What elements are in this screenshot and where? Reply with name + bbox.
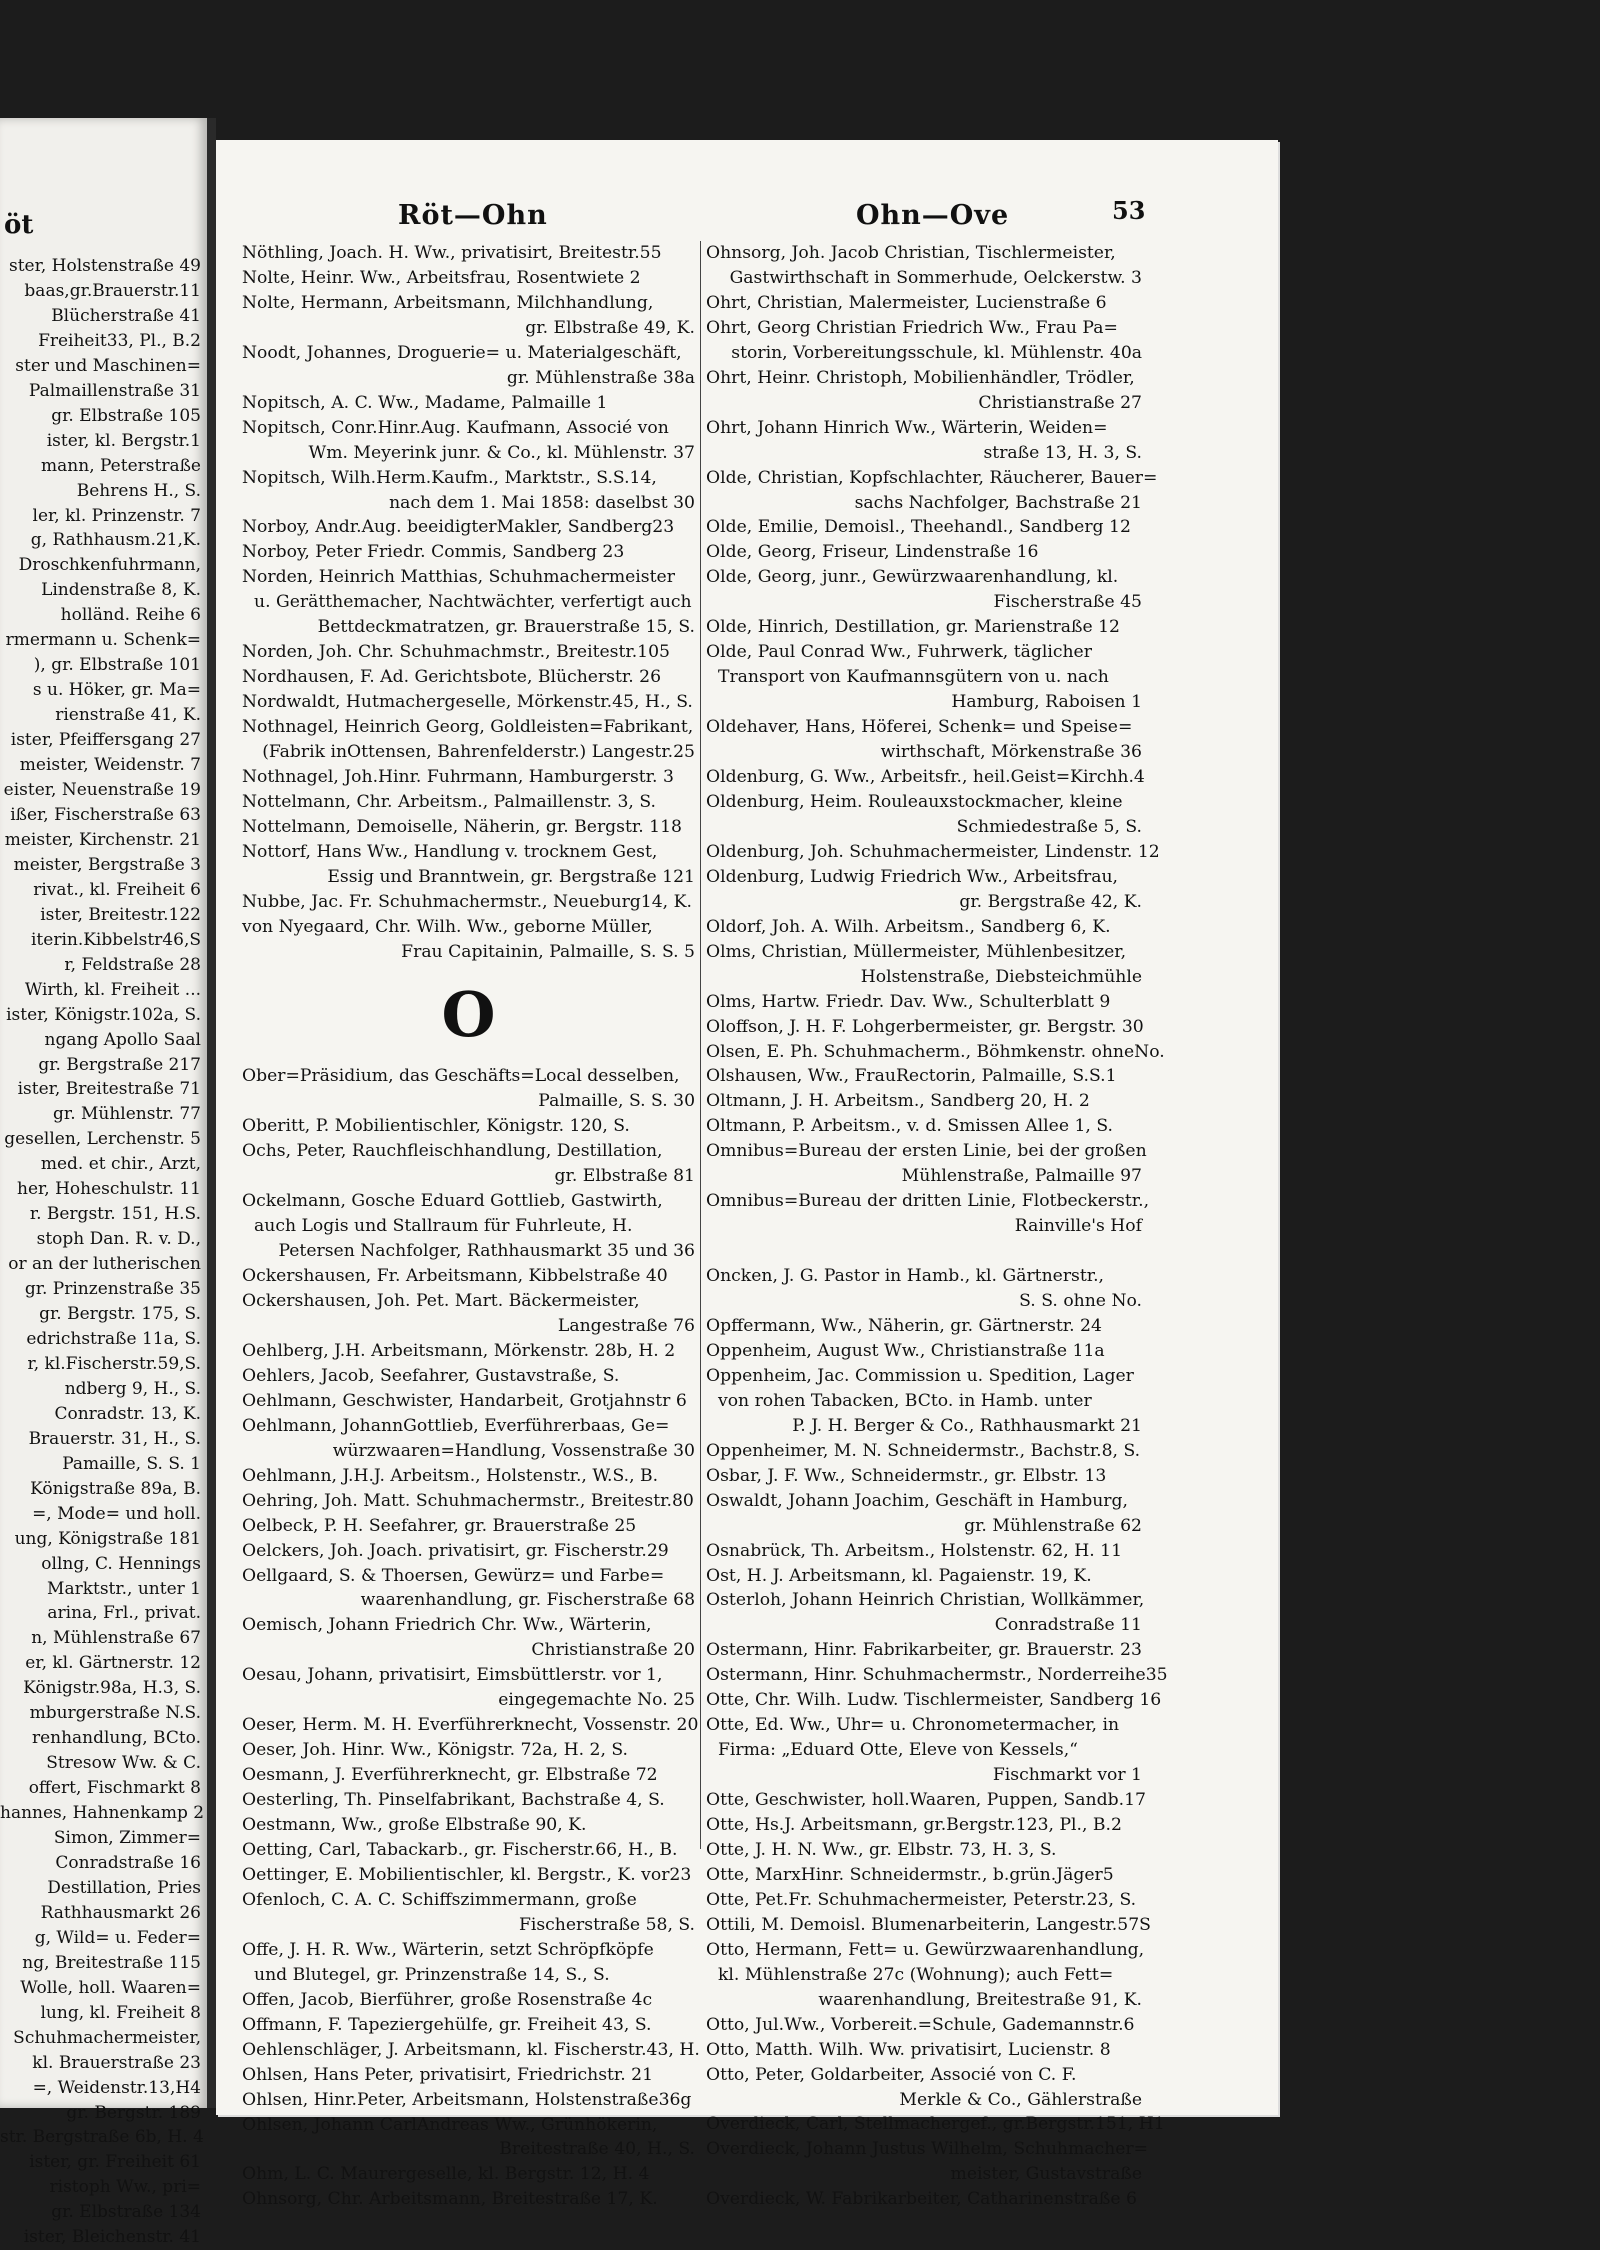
- directory-entry-line: gr. Elbstraße 49, K.: [525, 317, 695, 338]
- directory-entry-line: Nöthling, Joach. H. Ww., privatisirt, Breitestr.55: [242, 243, 662, 263]
- directory-entry-line: Oppenheimer, M. N. Schneidermstr., Bachstr.8, S.: [706, 1440, 1141, 1461]
- previous-page-line: rivat., kl. Freiheit 6: [33, 879, 201, 900]
- directory-entry-line: Offen, Jacob, Bierführer, große Rosenstraße 4c: [242, 1989, 653, 2010]
- previous-page-line: Wolle, holl. Waaren=: [20, 1977, 201, 1998]
- directory-entry-line: Otte, Chr. Wilh. Ludw. Tischlermeister, Sandberg 16: [706, 1690, 1162, 1711]
- directory-entry-line: Olms, Christian, Müllermeister, Mühlenbesitzer,: [706, 941, 1127, 962]
- directory-entry-line: Bettdeckmatratzen, gr. Brauerstraße 15, S.: [317, 617, 695, 638]
- directory-entry-line: Fischerstraße 58, S.: [518, 1914, 695, 1935]
- directory-entry-line: u. Gerätthemacher, Nachtwächter, verfertigt auch: [254, 592, 692, 613]
- directory-entry-line: Olsen, E. Ph. Schuhmacherm., Böhmkenstr. ohneNo.: [706, 1041, 1165, 1062]
- directory-entry-line: Oncken, J. G. Pastor in Hamb., kl. Gärtnerstr.,: [706, 1266, 1105, 1287]
- directory-entry-line: P. J. H. Berger & Co., Rathhausmarkt 21: [792, 1415, 1142, 1436]
- previous-page-heading: öt: [4, 210, 34, 240]
- directory-entry-line: Ostermann, Hinr. Schuhmachermstr., Norderreihe35: [706, 1665, 1168, 1686]
- directory-entry-line: Oehlmann, J.H.J. Arbeitsm., Holstenstr., W.S., B.: [242, 1465, 659, 1486]
- previous-page-line: gr. Elbstraße 105: [51, 405, 201, 426]
- directory-entry-line: Nothnagel, Heinrich Georg, Goldleisten=Fabrikant,: [242, 717, 694, 738]
- directory-entry-line: Langestraße 76: [557, 1316, 695, 1336]
- directory-entry-line: Nolte, Hermann, Arbeitsmann, Milchhandlung,: [242, 292, 654, 313]
- previous-page-line: Pamaille, S. S. 1: [62, 1453, 201, 1474]
- directory-entry-line: waarenhandlung, Breitestraße 91, K.: [818, 1989, 1142, 2010]
- directory-entry-line: Ohnsorg, Joh. Jacob Christian, Tischlermeister,: [706, 243, 1116, 263]
- directory-entry-line: S. S. ohne No.: [1019, 1291, 1142, 1312]
- directory-entry-line: Oldenburg, Ludwig Friedrich Ww., Arbeitsfrau,: [706, 866, 1119, 887]
- directory-entry-line: von Nyegaard, Chr. Wilh. Ww., geborne Müller,: [242, 916, 653, 937]
- directory-entry-line: Ottili, M. Demoisl. Blumenarbeiterin, Langestr.57S: [706, 1914, 1151, 1935]
- previous-page-line: Blücherstraße 41: [51, 305, 201, 326]
- previous-page-line: =, Weidenstr.13,H4: [32, 2077, 201, 2098]
- previous-page-line: offert, Fischmarkt 8: [28, 1778, 201, 1799]
- directory-entry-line: Otto, Matth. Wilh. Ww. privatisirt, Lucienstr. 8: [706, 2039, 1111, 2060]
- left-column-heading: Röt—Ohn: [398, 200, 548, 231]
- directory-entry-line: wirthschaft, Mörkenstraße 36: [880, 742, 1142, 763]
- directory-entry-line: Ohlsen, Hinr.Peter, Arbeitsmann, Holstenstraße36g: [242, 2089, 692, 2110]
- directory-entry-line: gr. Elbstraße 81: [554, 1166, 695, 1187]
- previous-page-line: Brauerstr. 31, H., S.: [28, 1428, 201, 1449]
- previous-page-line: hannes, Hahnenkamp 2: [0, 1803, 205, 1824]
- previous-page-line: mann, Peterstraße: [41, 455, 201, 476]
- previous-page-line: ndberg 9, H., S.: [64, 1378, 201, 1399]
- page-number: 53: [1112, 196, 1146, 225]
- directory-entry-line: Oeser, Herm. M. H. Everführerknecht, Vossenstr. 20: [242, 1715, 699, 1736]
- previous-page-line: ster und Maschinen=: [15, 355, 201, 376]
- directory-entry-line: und Blutegel, gr. Prinzenstraße 14, S., S.: [254, 1964, 610, 1985]
- previous-page-line: str. Bergstraße 6b, H. 4: [0, 2127, 204, 2148]
- previous-page-line: ister, gr. Freiheit 61: [29, 2152, 201, 2173]
- directory-entry-line: meister, Gustavstraße: [950, 2164, 1142, 2185]
- directory-entry-line: Ockelmann, Gosche Eduard Gottlieb, Gastwirth,: [242, 1191, 663, 1212]
- previous-page-line: rienstraße 41, K.: [55, 705, 201, 726]
- previous-page-line: r. Bergstr. 151, H.S.: [29, 1204, 201, 1225]
- previous-page-line: Marktstr., unter 1: [47, 1578, 201, 1599]
- directory-entry-line: Oellgaard, S. & Thoersen, Gewürz= und Farbe=: [242, 1565, 665, 1586]
- directory-entry-line: Oldenburg, G. Ww., Arbeitsfr., heil.Geist=Kirchh.4: [706, 767, 1145, 788]
- directory-entry-line: Otte, Pet.Fr. Schuhmachermeister, Peterstr.23, S.: [706, 1889, 1137, 1910]
- previous-page-line: ), gr. Elbstraße 101: [33, 655, 201, 676]
- directory-entry-line: Oesmann, J. Everführerknecht, gr. Elbstraße 72: [242, 1765, 658, 1786]
- directory-entry-line: Overdieck, Carl, Stellmachergef., gr.Bergstr.151, H1: [706, 2114, 1165, 2135]
- directory-entry-line: storin, Vorbereitungsschule, kl. Mühlenstr. 40a: [731, 342, 1142, 363]
- directory-entry-line: Oldenburg, Heim. Rouleauxstockmacher, kleine: [706, 791, 1123, 812]
- directory-entry-line: Wm. Meyerink junr. & Co., kl. Mühlenstr. 37: [308, 442, 695, 463]
- previous-page-line: ung, Königstraße 181: [14, 1528, 201, 1549]
- previous-page-fragment: [0, 118, 207, 2248]
- previous-page-line: iterin.Kibbelstr46,S: [30, 929, 201, 950]
- previous-page-line: ister, Königstr.102a, S.: [6, 1004, 201, 1025]
- directory-entry-line: Oloffson, J. H. F. Lohgerbermeister, gr. Bergstr. 30: [706, 1016, 1144, 1037]
- directory-entry-line: Ohrt, Georg Christian Friedrich Ww., Frau Pa=: [706, 317, 1118, 338]
- previous-page-line: gr. Bergstr. 189: [66, 2102, 201, 2123]
- previous-page-line: gr. Prinzenstraße 35: [24, 1279, 201, 1300]
- section-letter: O: [441, 978, 496, 1052]
- directory-entry-line: Ober=Präsidium, das Geschäfts=Local desselben,: [242, 1066, 680, 1087]
- directory-entry-line: Frau Capitainin, Palmaille, S. S. 5: [401, 941, 695, 962]
- directory-entry-line: Christianstraße 20: [531, 1640, 695, 1661]
- directory-entry-line: Oeser, Joh. Hinr. Ww., Königstr. 72a, H. 2, S.: [242, 1740, 628, 1761]
- directory-entry-line: Opffermann, Ww., Näherin, gr. Gärtnerstr. 24: [706, 1315, 1102, 1336]
- directory-entry-line: Oldenburg, Joh. Schuhmachermeister, Lindenstr. 12: [706, 841, 1160, 862]
- previous-page-line: meister, Kirchenstr. 21: [4, 829, 201, 850]
- directory-entry-line: Ohrt, Christian, Malermeister, Lucienstraße 6: [706, 292, 1107, 313]
- directory-entry-line: auch Logis und Stallraum für Fuhrleute, H.: [254, 1216, 633, 1237]
- directory-entry-line: Oehlmann, JohannGottlieb, Everführerbaas, Ge=: [242, 1415, 670, 1436]
- directory-entry-line: Oldorf, Joh. A. Wilh. Arbeitsm., Sandberg 6, K.: [706, 916, 1111, 937]
- previous-page-line: ollng, C. Hennings: [41, 1553, 201, 1574]
- directory-entry-line: Hamburg, Raboisen 1: [951, 692, 1142, 713]
- directory-entry-line: Olde, Emilie, Demoisl., Theehandl., Sandberg 12: [706, 517, 1131, 538]
- directory-entry-line: Ohrt, Heinr. Christoph, Mobilienhändler, Trödler,: [706, 367, 1135, 388]
- previous-page-line: gr. Bergstraße 217: [38, 1054, 201, 1075]
- previous-page-line: Freiheit33, Pl., B.2: [38, 330, 201, 351]
- previous-page-line: Lindenstraße 8, K.: [41, 580, 201, 601]
- directory-entry-line: Noodt, Johannes, Droguerie= u. Materialgeschäft,: [242, 342, 682, 363]
- directory-entry-line: Conradstraße 11: [994, 1615, 1142, 1636]
- directory-entry-line: Olms, Hartw. Friedr. Dav. Ww., Schulterblatt 9: [706, 991, 1111, 1012]
- directory-entry-line: Merkle & Co., Gählerstraße: [899, 2089, 1142, 2110]
- previous-page-line: renhandlung, BCto.: [31, 1728, 201, 1749]
- directory-entry-line: Ost, H. J. Arbeitsmann, kl. Pagaienstr. 19, K.: [706, 1565, 1092, 1586]
- directory-entry-line: straße 13, H. 3, S.: [983, 442, 1142, 463]
- directory-entry-line: Overdieck, W. Fabrikarbeiter, Catharinenstraße 6: [706, 2189, 1137, 2210]
- directory-entry-line: Nordhausen, F. Ad. Gerichtsbote, Blücherstr. 26: [242, 667, 662, 688]
- directory-entry-line: Nopitsch, A. C. Ww., Madame, Palmaille 1: [242, 392, 608, 413]
- directory-entry-line: Otte, Geschwister, holl.Waaren, Puppen, Sandb.17: [706, 1790, 1146, 1811]
- directory-entry-line: Oestmann, Ww., große Elbstraße 90, K.: [242, 1815, 587, 1836]
- previous-page-line: gr. Bergstr. 175, S.: [39, 1304, 201, 1325]
- previous-page-line: ister, Breitestr.122: [40, 904, 201, 925]
- directory-entry-line: Osnabrück, Th. Arbeitsm., Holstenstr. 62, H. 11: [706, 1540, 1123, 1561]
- previous-page-line: Conradstraße 16: [55, 1853, 201, 1873]
- previous-page-line: ißer, Fischerstraße 63: [10, 804, 201, 825]
- directory-entry-line: Overdieck, Johann Justus Wilhelm, Schuhmacher=: [706, 2139, 1148, 2160]
- directory-entry-line: kl. Mühlenstraße 27c (Wohnung); auch Fett=: [718, 1964, 1114, 1985]
- directory-entry-line: Otte, Hs.J. Arbeitsmann, gr.Bergstr.123, Pl., B.2: [706, 1815, 1122, 1836]
- directory-entry-line: Oldehaver, Hans, Höferei, Schenk= und Speise=: [706, 717, 1133, 738]
- directory-entry-line: Essig und Branntwein, gr. Bergstraße 121: [327, 866, 695, 887]
- directory-entry-line: Otto, Hermann, Fett= u. Gewürzwaarenhandlung,: [706, 1939, 1145, 1960]
- previous-page-line: Droschkenfuhrmann,: [18, 555, 201, 576]
- previous-page-line: g, Rathhausm.21,K.: [30, 530, 201, 551]
- previous-page-line: gesellen, Lerchenstr. 5: [4, 1129, 201, 1150]
- previous-page-line: er, kl. Gärtnerstr. 12: [25, 1653, 201, 1674]
- directory-entry-line: Otte, MarxHinr. Schneidermstr., b.grün.Jäger5: [706, 1864, 1114, 1885]
- previous-page-line: Rathhausmarkt 26: [40, 1902, 201, 1923]
- previous-page-line: ister, Bleichenstr. 41: [23, 2227, 201, 2248]
- directory-entry-line: Ohm, L. C. Maurergeselle, kl. Bergstr. 12, H. 4: [242, 2164, 650, 2185]
- directory-entry-line: Otte, Ed. Ww., Uhr= u. Chronometermacher, in: [706, 1715, 1120, 1736]
- directory-entry-line: Firma: „Eduard Otte, Eleve von Kessels,“: [718, 1740, 1078, 1761]
- directory-entry-line: Offe, J. H. R. Ww., Wärterin, setzt Schröpfköpfe: [242, 1939, 654, 1960]
- directory-entry-line: gr. Mühlenstraße 38a: [506, 367, 695, 388]
- previous-page-line: =, Mode= und holl.: [32, 1503, 201, 1524]
- directory-entry-line: [706, 1239, 1142, 1264]
- previous-page-line: r, kl.Fischerstr.59,S.: [27, 1353, 201, 1374]
- directory-entry-line: Oltmann, P. Arbeitsm., v. d. Smissen Allee 1, S.: [706, 1116, 1113, 1137]
- directory-entry-line: Fischmarkt vor 1: [992, 1765, 1142, 1786]
- right-column-entries: [706, 241, 1168, 2212]
- previous-page-line: Stresow Ww. & C.: [46, 1753, 201, 1774]
- directory-entry-line: Oelckers, Joh. Joach. privatisirt, gr. Fischerstr.29: [242, 1540, 669, 1561]
- previous-page-line: meister, Bergstraße 3: [13, 854, 201, 875]
- previous-page-line: eister, Neuenstraße 19: [3, 780, 201, 801]
- previous-page-lines: [0, 254, 207, 2250]
- directory-entry-line: Osterloh, Johann Heinrich Christian, Wollkämmer,: [706, 1590, 1145, 1611]
- directory-entry-line: Oehlmann, Geschwister, Handarbeit, Grotjahnstr 6: [242, 1390, 687, 1411]
- directory-entry-line: nach dem 1. Mai 1858: daselbst 30: [389, 492, 695, 513]
- directory-entry-line: Ockershausen, Joh. Pet. Mart. Bäckermeister,: [242, 1291, 640, 1312]
- previous-page-line: baas,gr.Brauerstr.11: [24, 280, 201, 301]
- directory-entry-line: Oemisch, Johann Friedrich Chr. Ww., Wärterin,: [242, 1615, 652, 1636]
- directory-entry-line: Otto, Jul.Ww., Vorbereit.=Schule, Gademannstr.6: [706, 2014, 1135, 2035]
- right-column-heading: Ohn—Ove: [856, 200, 1010, 231]
- directory-entry-line: Ochs, Peter, Rauchfleischhandlung, Destillation,: [242, 1141, 663, 1162]
- previous-page-line: ster, Holstenstraße 49: [8, 256, 201, 276]
- directory-entry-line: Oltmann, J. H. Arbeitsm., Sandberg 20, H. 2: [706, 1091, 1090, 1112]
- previous-page-line: her, Hoheschulstr. 11: [17, 1179, 201, 1200]
- previous-page-line: Schuhmachermeister,: [13, 2027, 201, 2048]
- previous-page-line: or an der lutherischen: [8, 1254, 201, 1275]
- directory-entry-line: Olde, Hinrich, Destillation, gr. Marienstraße 12: [706, 617, 1120, 638]
- directory-entry-line: sachs Nachfolger, Bachstraße 21: [854, 492, 1142, 513]
- left-column-entries: [242, 241, 700, 2212]
- previous-page-line: ister, Pfeiffersgang 27: [10, 730, 201, 751]
- directory-entry-line: Gastwirthschaft in Sommerhude, Oelckerstw. 3: [729, 267, 1142, 288]
- previous-page-line: Wirth, kl. Freiheit ...: [24, 979, 201, 1000]
- directory-entry-line: Oetting, Carl, Tabackarb., gr. Fischerstr.66, H., B.: [242, 1840, 678, 1861]
- directory-entry-line: Otte, J. H. N. Ww., gr. Elbstr. 73, H. 3, S.: [706, 1840, 1057, 1860]
- previous-page-line: kl. Brauerstraße 23: [32, 2052, 201, 2073]
- previous-page-line: ngang Apollo Saal: [44, 1029, 201, 1050]
- directory-entry-line: Nopitsch, Wilh.Herm.Kaufm., Marktstr., S.S.14,: [242, 467, 657, 488]
- directory-entry-line: Olde, Georg, Friseur, Lindenstraße 16: [706, 542, 1039, 563]
- previous-page-line: g, Wild= u. Feder=: [34, 1927, 201, 1948]
- directory-entry-line: Norboy, Andr.Aug. beeidigterMakler, Sandberg23: [242, 517, 675, 538]
- directory-entry-line: Norboy, Peter Friedr. Commis, Sandberg 23: [242, 542, 625, 563]
- directory-entry-line: Oehlers, Jacob, Seefahrer, Gustavstraße, S.: [242, 1365, 620, 1386]
- previous-page-line: holländ. Reihe 6: [60, 605, 201, 626]
- directory-entry-line: Ohlsen, Hans Peter, privatisirt, Friedrichstr. 21: [242, 2064, 654, 2085]
- directory-entry-line: würzwaaren=Handlung, Vossenstraße 30: [332, 1440, 695, 1461]
- directory-entry-line: Ofenloch, C. A. C. Schiffszimmermann, große: [242, 1889, 637, 1910]
- previous-page-line: ister, kl. Bergstr.1: [46, 430, 201, 451]
- directory-entry-line: Ohrt, Johann Hinrich Ww., Wärterin, Weiden=: [706, 417, 1108, 438]
- previous-page-line: Destillation, Pries: [47, 1877, 201, 1898]
- previous-page-line: rmermann u. Schenk=: [5, 630, 201, 651]
- directory-entry-line: waarenhandlung, gr. Fischerstraße 68: [360, 1590, 695, 1611]
- directory-entry-line: Ostermann, Hinr. Fabrikarbeiter, gr. Brauerstr. 23: [706, 1640, 1142, 1661]
- directory-entry-line: Oesterling, Th. Pinselfabrikant, Bachstraße 4, S.: [242, 1790, 665, 1811]
- directory-entry-line: Olde, Christian, Kopfschlachter, Räucherer, Bauer=: [706, 467, 1158, 488]
- previous-page-line: Simon, Zimmer=: [53, 1828, 201, 1849]
- directory-entry-line: Breitestraße 40, H., S.: [499, 2139, 695, 2160]
- directory-entry-line: Nottorf, Hans Ww., Handlung v. trocknem Gest,: [242, 841, 658, 862]
- book-gutter: [207, 118, 216, 2108]
- previous-page-line: stoph Dan. R. v. D.,: [36, 1229, 201, 1250]
- directory-entry-line: Nordwaldt, Hutmachergeselle, Mörkenstr.45, H., S.: [242, 692, 693, 713]
- previous-page-line: mburgerstraße N.S.: [29, 1703, 201, 1724]
- directory-entry-line: Nubbe, Jac. Fr. Schuhmachermstr., Neueburg14, K.: [242, 891, 692, 912]
- directory-entry-line: Oettinger, E. Mobilientischler, kl. Bergstr., K. vor23: [242, 1864, 692, 1885]
- directory-entry-line: Omnibus=Bureau der dritten Linie, Flotbeckerstr.,: [706, 1191, 1150, 1212]
- directory-entry-line: Oehring, Joh. Matt. Schuhmachermstr., Breitestr.80: [242, 1490, 694, 1511]
- directory-entry-line: Nopitsch, Conr.Hinr.Aug. Kaufmann, Associé von: [242, 417, 669, 438]
- directory-entry-line: Oppenheim, August Ww., Christianstraße 11a: [706, 1340, 1105, 1361]
- previous-page-line: arina, Frl., privat.: [47, 1603, 201, 1624]
- directory-entry-line: Oehlberg, J.H. Arbeitsmann, Mörkenstr. 28b, H. 2: [242, 1340, 676, 1361]
- previous-page-line: Königstraße 89a, B.: [30, 1478, 201, 1499]
- previous-page-line: med. et chir., Arzt,: [40, 1154, 201, 1175]
- directory-entry-line: von rohen Tabacken, BCto. in Hamb. unter: [718, 1390, 1092, 1411]
- directory-entry-line: eingegemachte No. 25: [498, 1690, 695, 1711]
- directory-entry-line: (Fabrik inOttensen, Bahrenfelderstr.) Langestr.25: [262, 742, 695, 763]
- directory-entry-line: Otto, Peter, Goldarbeiter, Associé von C. F.: [706, 2064, 1077, 2085]
- previous-page-line: Conradstr. 13, K.: [54, 1403, 201, 1424]
- previous-page-line: n, Mühlenstraße 67: [31, 1628, 201, 1649]
- directory-entry-line: Mühlenstraße, Palmaille 97: [901, 1166, 1142, 1187]
- previous-page-line: Palmaillenstraße 31: [28, 380, 201, 401]
- directory-entry-line: Christianstraße 27: [978, 392, 1142, 413]
- previous-page-line: gr. Elbstraße 134: [51, 2202, 201, 2223]
- directory-entry-line: Nothnagel, Joh.Hinr. Fuhrmann, Hamburgerstr. 3: [242, 767, 674, 788]
- directory-entry-line: Ohnsorg, Chr. Arbeitsmann, Breitestraße 17, K.: [242, 2189, 658, 2210]
- previous-page-line: Behrens H., S.: [76, 480, 201, 501]
- directory-entry-line: Norden, Heinrich Matthias, Schuhmachermeister: [242, 567, 675, 588]
- directory-entry-line: Oppenheim, Jac. Commission u. Spedition, Lager: [706, 1365, 1134, 1386]
- directory-entry-line: Offmann, F. Tapeziergehülfe, gr. Freiheit 43, S.: [242, 2014, 652, 2035]
- directory-entry-line: Nolte, Heinr. Ww., Arbeitsfrau, Rosentwiete 2: [242, 267, 641, 288]
- directory-entry-line: Olshausen, Ww., FrauRectorin, Palmaille, S.S.1: [706, 1066, 1117, 1087]
- directory-entry-line: Ockershausen, Fr. Arbeitsmann, Kibbelstraße 40: [242, 1266, 668, 1287]
- previous-page-line: gr. Mühlenstr. 77: [53, 1104, 201, 1125]
- directory-entry-line: gr. Bergstraße 42, K.: [959, 891, 1142, 912]
- directory-entry-line: Olde, Georg, junr., Gewürzwaarenhandlung, kl.: [706, 567, 1119, 588]
- previous-page-line: Königstr.98a, H.3, S.: [23, 1678, 201, 1699]
- previous-page-line: r, Feldstraße 28: [64, 954, 201, 975]
- previous-page-line: ister, Breitestraße 71: [17, 1079, 201, 1100]
- previous-page-line: lung, kl. Freiheit 8: [40, 2002, 201, 2023]
- previous-page-line: meister, Weidenstr. 7: [19, 755, 201, 776]
- previous-page-line: ler, kl. Prinzenstr. 7: [32, 505, 201, 526]
- directory-entry-line: Ohlsen, Johann CarlAndreas Ww., Grünhökerin,: [242, 2114, 658, 2135]
- previous-page-line: s u. Höker, gr. Ma=: [32, 680, 201, 701]
- previous-page-line: edrichstraße 11a, S.: [26, 1328, 201, 1349]
- directory-entry-line: Schmiedestraße 5, S.: [956, 816, 1142, 837]
- directory-entry-line: Holstenstraße, Diebsteichmühle: [860, 966, 1142, 987]
- previous-page-line: ristoph Ww., pri=: [49, 2177, 201, 2198]
- directory-entry-line: Olde, Paul Conrad Ww., Fuhrwerk, täglicher: [706, 642, 1092, 663]
- directory-entry-line: Oesau, Johann, privatisirt, Eimsbüttlerstr. vor 1,: [242, 1665, 663, 1686]
- directory-entry-line: Rainville's Hof: [1014, 1216, 1142, 1237]
- directory-entry-line: Oelbeck, P. H. Seefahrer, gr. Brauerstraße 25: [242, 1515, 637, 1536]
- directory-entry-line: Oswaldt, Johann Joachim, Geschäft in Hamburg,: [706, 1490, 1128, 1511]
- directory-entry-line: Palmaille, S. S. 30: [538, 1091, 695, 1112]
- column-divider: [700, 241, 701, 1849]
- directory-entry-line: Norden, Joh. Chr. Schuhmachmstr., Breitestr.105: [242, 642, 670, 663]
- directory-entry-line: Petersen Nachfolger, Rathhausmarkt 35 und 36: [278, 1241, 695, 1262]
- directory-entry-line: Oehlenschläger, J. Arbeitsmann, kl. Fischerstr.43, H.: [242, 2039, 700, 2060]
- directory-entry-line: gr. Mühlenstraße 62: [964, 1515, 1142, 1536]
- directory-entry-line: Nottelmann, Chr. Arbeitsm., Palmaillenstr. 3, S.: [242, 791, 656, 812]
- directory-entry-line: Fischerstraße 45: [993, 592, 1142, 613]
- previous-page-line: ng, Breitestraße 115: [22, 1952, 201, 1973]
- directory-entry-line: Omnibus=Bureau der ersten Linie, bei der großen: [706, 1141, 1147, 1162]
- directory-entry-line: Oberitt, P. Mobilientischler, Königstr. 120, S.: [242, 1116, 630, 1137]
- directory-entry-line: Osbar, J. F. Ww., Schneidermstr., gr. Elbstr. 13: [706, 1465, 1107, 1486]
- directory-entry-line: Transport von Kaufmannsgütern von u. nach: [718, 667, 1109, 688]
- directory-entry-line: Nottelmann, Demoiselle, Näherin, gr. Bergstr. 118: [242, 816, 682, 837]
